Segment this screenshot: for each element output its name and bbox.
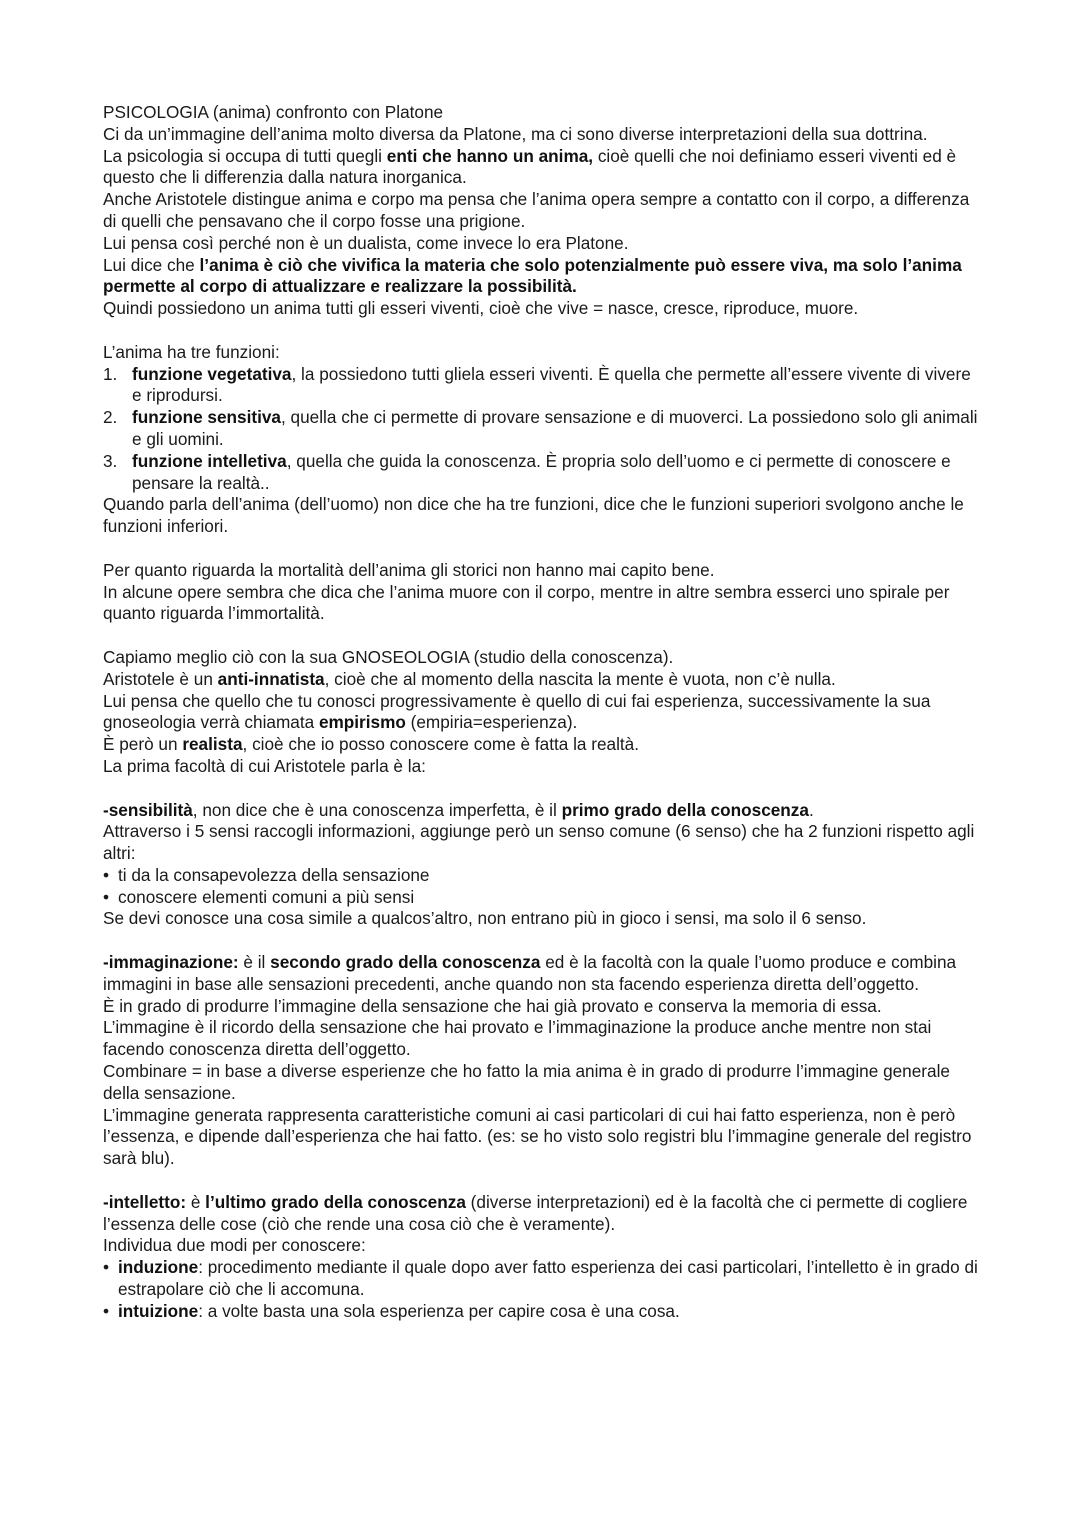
emphasis: enti che hanno un anima, — [386, 145, 594, 166]
intro-paragraph-1: Ci da un’immagine dell’anima molto diversa da Platone, ma ci sono diverse interpretazioni della sua dottrina. — [103, 123, 928, 144]
document-page — [103, 102, 983, 1323]
mortality-paragraph-1: Per quanto riguarda la mortalità dell’anima gli storici non hanno mai capito bene. — [103, 559, 715, 580]
functions-heading: L’anima ha tre funzioni: — [103, 341, 280, 362]
sensibility-lead: -sensibilità, non dice che è una conoscenza imperfetta, è il primo grado della conoscenza. — [103, 799, 814, 820]
list-item: 3. funzione intelletiva, quella che guida la conoscenza. È propria solo dell’uomo e ci permette di conoscere e pensare la realtà.. — [103, 450, 951, 493]
intro-paragraph-5: Lui dice che l’anima è ciò che vivifica la materia che solo potenzialmente può essere viva, ma solo l’anima permette al corpo di attualizzare e realizzare la possibilità. — [103, 254, 962, 297]
functions-list — [103, 364, 983, 495]
imagination-paragraph-5: L’immagine generata rappresenta caratteristiche comuni ai casi particolari di cui hai fatto esperienza, non è però l’essenza, e dipende dall’esperienza che hai fatto. (es: se ho visto solo registri blu l’immagine generale del registro sarà blu). — [103, 1104, 972, 1169]
sensibility-bullets — [103, 865, 983, 909]
imagination-paragraph-2: È in grado di produrre l’immagine della sensazione che hai già provato e conserva la memoria di essa. — [103, 995, 882, 1016]
intellect-paragraph-2: Individua due modi per conoscere: — [103, 1235, 366, 1256]
intro-paragraph-2: La psicologia si occupa di tutti quegli enti che hanno un anima, cioè quelli che noi definiamo esseri viventi ed è questo che li differenzia dalla natura inorganica. — [103, 145, 957, 188]
list-item: 1. funzione vegetativa, la possiedono tutti gliela esseri viventi. È quella che permette all’essere vivente di vivere e riprodursi. — [103, 363, 971, 406]
gnoseology-paragraph-4: È però un realista, cioè che io posso conoscere come è fatta la realtà. — [103, 734, 640, 755]
imagination-paragraph-4: Combinare = in base a diverse esperienze che ho fatto la mia anima è in grado di produrre l’immagine generale della sensazione. — [103, 1061, 950, 1103]
imagination-lead: -immaginazione: è il secondo grado della conoscenza ed è la facoltà con la quale l’uomo produce e combina immagini in base alle sensazioni precedenti, anche quando non sta facendo esperienza diretta dell’oggetto. — [103, 952, 957, 994]
mortality-paragraph-2: In alcune opere sembra che dica che l’anima muore con il corpo, mentre in altre sembra esserci uno spirale per quanto riguarda l’immortalità. — [103, 581, 950, 624]
gnoseology-paragraph-1: Capiamo meglio ciò con la sua GNOSEOLOGIA (studio della conoscenza). — [103, 646, 674, 667]
list-item: • induzione: procedimento mediante il quale dopo aver fatto esperienza dei casi particolari, l’intelletto è in grado di estrapolare ciò che li accomuna. — [103, 1257, 983, 1301]
gnoseology-paragraph-3: Lui pensa che quello che tu conosci progressivamente è quello di cui fai esperienza, successivamente la sua gnoseologia verrà chiamata empirismo (empiria=esperienza). — [103, 690, 931, 733]
intellect-lead: -intelletto: è l’ultimo grado della conoscenza (diverse interpretazioni) ed è la facoltà che ci permette di cogliere l’essenza delle cose (ciò che rende una cosa ciò che è veramente). — [103, 1191, 968, 1234]
sensibility-paragraph-2: Attraverso i 5 sensi raccogli informazioni, aggiunge però un senso comune (6 senso) che ha 2 funzioni rispetto agli altri: — [103, 821, 975, 864]
emphasis: l’anima è ciò che vivifica la materia che solo potenzialmente può essere viva, ma solo l’anima permette al corpo di attualizzare e realizzare la possibilità. — [103, 254, 962, 297]
list-item: • conoscere elementi comuni a più sensi — [103, 887, 983, 909]
functions-note: Quando parla dell’anima (dell’uomo) non dice che ha tre funzioni, dice che le funzioni superiori svolgono anche le funzioni inferiori. — [103, 494, 964, 537]
intro-paragraph-4: Lui pensa così perché non è un dualista, come invece lo era Platone. — [103, 232, 629, 253]
intro-paragraph-3: Anche Aristotele distingue anima e corpo ma pensa che l’anima opera sempre a contatto con il corpo, a differenza di quelli che pensavano che il corpo fosse una prigione. — [103, 189, 970, 231]
gnoseology-paragraph-2: Aristotele è un anti-innatista, cioè che al momento della nascita la mente è vuota, non c’è nulla. — [103, 668, 836, 689]
list-item: • ti da la consapevolezza della sensazione — [103, 865, 983, 887]
gnoseology-paragraph-5: La prima facoltà di cui Aristotele parla è la: — [103, 755, 426, 776]
list-item: 2. funzione sensitiva, quella che ci permette di provare sensazione e di muoverci. La possiedono solo gli animali e gli uomini. — [103, 407, 978, 449]
sensibility-paragraph-3: Se devi conosce una cosa simile a qualcos’altro, non entrano più in gioco i sensi, ma solo il 6 senso. — [103, 908, 867, 929]
intro-paragraph-6: Quindi possiedono un anima tutti gli esseri viventi, cioè che vive = nasce, cresce, riproduce, muore. — [103, 298, 859, 319]
intellect-bullets — [103, 1257, 983, 1322]
list-item: • intuizione: a volte basta una sola esperienza per capire cosa è una cosa. — [103, 1301, 983, 1323]
page-title: PSICOLOGIA (anima) confronto con Platone — [103, 102, 444, 122]
imagination-paragraph-3: L’immagine è il ricordo della sensazione che hai provato e l’immaginazione la produce anche mentre non stai facendo conoscenza diretta dell’oggetto. — [103, 1017, 932, 1060]
